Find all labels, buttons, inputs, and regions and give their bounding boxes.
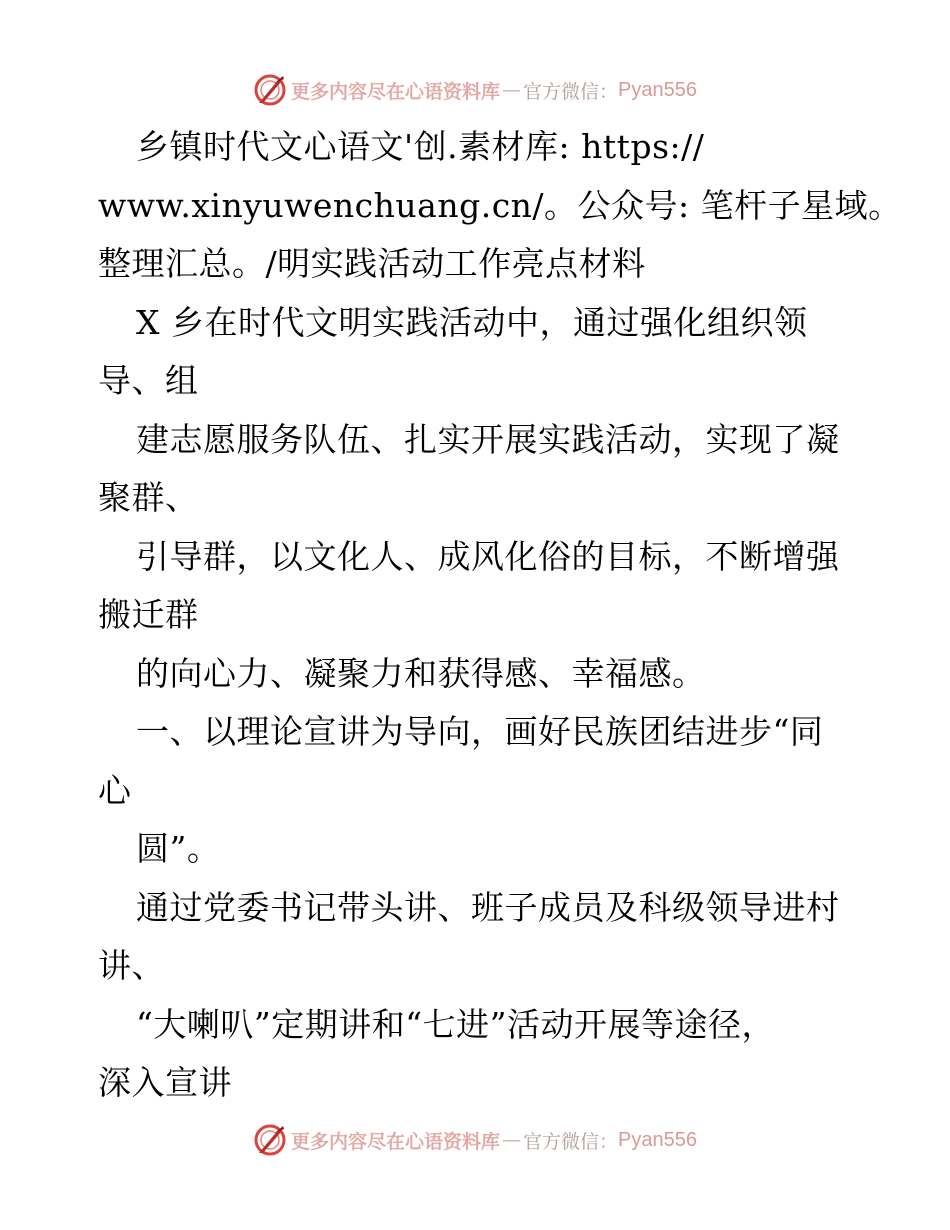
text-line: X 乡在时代文明实践活动中，通过强化组织领 (136, 302, 808, 342)
header-banner (0, 70, 950, 110)
banner-wechat-label: 官方微信： (523, 80, 619, 103)
banner-main-text: 更多内容尽在心语资料库 (291, 80, 501, 103)
quill-logo-icon (253, 1123, 287, 1157)
document-body (98, 118, 902, 1113)
banner-wechat-id: Pyan556 (618, 1128, 697, 1151)
text-line: 深入宣讲 (98, 1063, 232, 1102)
text-line: 通过党委书记带头讲、班子成员及科级领导进村 (136, 887, 840, 927)
text-line: 聚群、 (98, 478, 199, 517)
footer-banner (0, 1120, 950, 1160)
text-line: 心 (98, 770, 132, 810)
text-line: “大喇叭”定期讲和“七进”活动开展等途径， (136, 1004, 775, 1044)
banner-dash: — (502, 79, 522, 101)
text-line: 的向心力、凝聚力和获得感、幸福感。 (136, 653, 706, 693)
banner-wechat-label: 官方微信： (523, 1130, 619, 1153)
banner-main-text: 更多内容尽在心语资料库 (291, 1130, 501, 1153)
text-line: 乡镇时代文心语文'创.素材库: https:// (136, 127, 705, 166)
text-line: 讲、 (98, 946, 165, 985)
banner-dash: — (502, 1129, 522, 1151)
quill-logo-icon (253, 73, 287, 107)
section-heading: 一、以理论宣讲为导向，画好民族团结进步“同 (136, 712, 824, 751)
text-line: www.xinyuwenchuang.cn/。公众号: 笔杆子星域。 (98, 185, 902, 225)
text-line: 搬迁群 (98, 595, 199, 634)
text-line: 导、组 (98, 361, 199, 400)
text-line: 引导群，以文化人、成风化俗的目标，不断增强 (136, 536, 840, 576)
text-line: 整理汇总。/明实践活动工作亮点材料 (98, 244, 646, 283)
banner-wechat-id: Pyan556 (618, 78, 697, 101)
text-line: 圆”。 (136, 829, 221, 868)
text-line: 建志愿服务队伍、扎实开展实践活动，实现了凝 (136, 419, 840, 459)
